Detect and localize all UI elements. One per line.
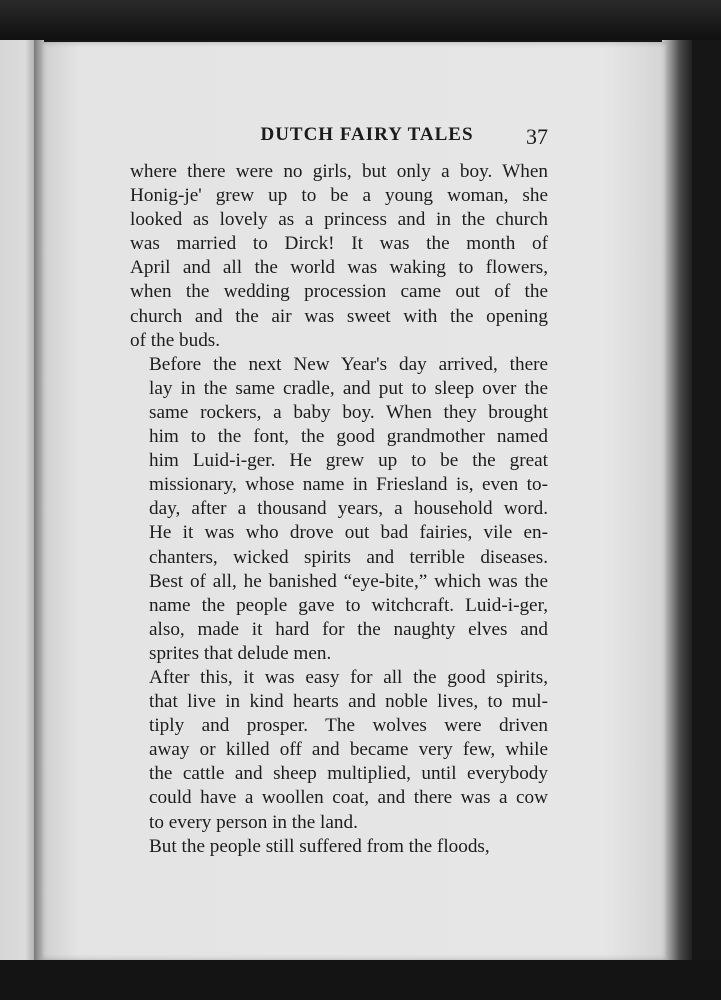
paragraph xyxy=(130,160,548,353)
text-line: that live in kind hearts and noble lives, to mul- xyxy=(149,691,548,713)
book-page xyxy=(42,42,666,960)
left-page-edge xyxy=(0,40,36,962)
text-line: the cattle and sheep multiplied, until everybody xyxy=(149,763,548,785)
page-header xyxy=(42,124,666,154)
text-line: He it was who drove out bad fairies, vile en- xyxy=(149,522,548,544)
paragraph xyxy=(130,835,548,859)
text-line: tiply and prosper. The wolves were driven xyxy=(149,715,548,737)
page-number: 37 xyxy=(526,124,548,149)
text-line: Before the next New Year's day arrived, there xyxy=(149,353,548,375)
text-line: chanters, wicked spirits and terrible diseases. xyxy=(149,546,548,568)
cover-board-bottom xyxy=(0,960,721,1000)
text-line: Honig-je' grew up to be a young woman, she xyxy=(130,185,548,207)
page-edges-right xyxy=(662,40,692,960)
text-line: But the people still suffered from the floods, xyxy=(149,835,490,857)
paragraph xyxy=(130,666,548,835)
text-line: day, after a thousand years, a household word. xyxy=(149,498,548,520)
text-line: also, made it hard for the naughty elves and xyxy=(149,618,548,640)
text-line: April and all the world was waking to flowers, xyxy=(130,257,548,279)
text-line: away or killed off and became very few, while xyxy=(149,739,548,761)
text-line: Best of all, he banished “eye-bite,” which was the xyxy=(149,570,548,592)
text-line: of the buds. xyxy=(130,329,221,351)
text-line: sprites that delude men. xyxy=(149,642,332,664)
text-line: could have a woollen coat, and there was a cow xyxy=(149,787,548,809)
text-line: him to the font, the good grandmother named xyxy=(149,426,548,448)
text-line: same rockers, a baby boy. When they brought xyxy=(149,401,548,423)
body-text xyxy=(130,160,548,859)
text-line: lay in the same cradle, and put to sleep over the xyxy=(149,377,548,399)
running-title: DUTCH FAIRY TALES xyxy=(260,124,474,145)
paragraph xyxy=(130,353,548,666)
text-line: missionary, whose name in Friesland is, even to- xyxy=(149,474,548,496)
text-line: looked as lovely as a princess and in the church xyxy=(130,209,548,231)
cover-board-top xyxy=(0,0,721,40)
text-line: where there were no girls, but only a boy. When xyxy=(130,161,548,182)
text-line: After this, it was easy for all the good spirits, xyxy=(149,666,548,688)
text-line: to every person in the land. xyxy=(149,811,358,833)
text-line: was married to Dirck! It was the month of xyxy=(130,233,548,255)
text-line: church and the air was sweet with the opening xyxy=(130,305,548,327)
text-line: when the wedding procession came out of the xyxy=(130,281,548,303)
text-line: him Luid-i-ger. He grew up to be the great xyxy=(149,450,548,472)
text-line: name the people gave to witchcraft. Luid-i-ger, xyxy=(149,594,548,616)
